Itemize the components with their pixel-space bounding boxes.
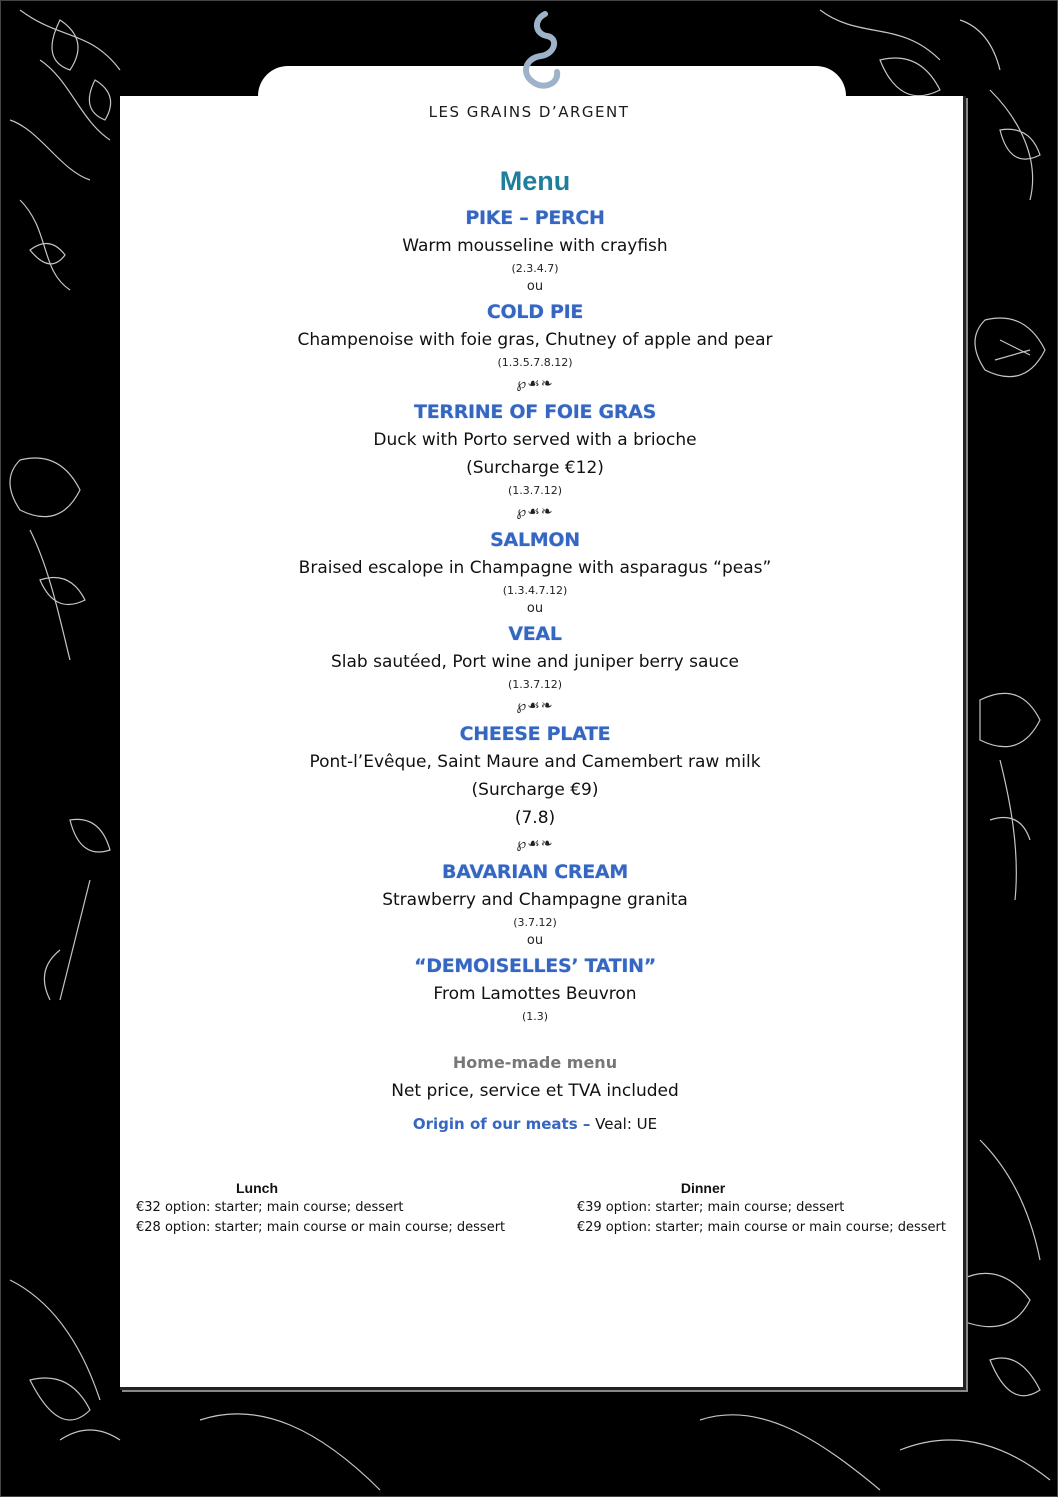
- dinner-option-line: €29 option: starter; main course or main course; dessert: [576, 1220, 946, 1235]
- price-options: [136, 1178, 946, 1238]
- origin-value: Veal: UE: [590, 1115, 658, 1133]
- ornament-separator-icon: ℘☙❧: [516, 376, 554, 392]
- dish-description: Pont-l’Evêque, Saint Maure and Camembert raw milk: [309, 752, 761, 772]
- dish-surcharge: (Surcharge €12): [466, 458, 604, 478]
- dish-allergens: (3.7.12): [513, 916, 557, 929]
- logo-swirl-icon: [515, 10, 565, 96]
- ornament-separator-icon: ℘☙❧: [516, 698, 554, 714]
- lunch-option-line: €28 option: starter; main course or main course; dessert: [136, 1220, 506, 1235]
- ornament-separator-icon: ℘☙❧: [516, 504, 554, 520]
- dish-name: SALMON: [490, 529, 580, 551]
- dish-description: Duck with Porto served with a brioche: [373, 430, 697, 450]
- dinner-heading: Dinner: [680, 1180, 726, 1196]
- lunch-heading: Lunch: [236, 1180, 278, 1196]
- dish-allergens: (1.3.5.7.8.12): [497, 356, 573, 369]
- dish-allergens: (1.3.4.7.12): [502, 584, 568, 597]
- dish-allergens: (2.3.4.7): [511, 262, 559, 275]
- dish-description: Slab sautéed, Port wine and juniper berry sauce: [331, 652, 739, 672]
- dish-description: Strawberry and Champagne granita: [382, 890, 688, 910]
- dish-name: TERRINE OF FOIE GRAS: [414, 401, 656, 423]
- dish-description: Champenoise with foie gras, Chutney of apple and pear: [297, 330, 773, 350]
- ornament-separator-icon: ℘☙❧: [516, 836, 554, 852]
- menu-content: [120, 160, 950, 1138]
- dinner-option-line: €39 option: starter; main course; dessert: [576, 1200, 845, 1215]
- menu-title: Menu: [499, 166, 571, 196]
- dish-name: “DEMOISELLES’ TATIN”: [414, 955, 656, 977]
- meat-origin: [120, 1110, 950, 1138]
- home-made-label: Home-made menu: [452, 1053, 618, 1072]
- or-label: ou: [526, 279, 544, 294]
- origin-label: Origin of our meats –: [412, 1115, 591, 1133]
- dinner-options: [577, 1178, 946, 1238]
- brand-name: LES GRAINS D’ARGENT: [428, 103, 630, 121]
- dish-description: Braised escalope in Champagne with asparagus “peas”: [298, 558, 772, 578]
- dish-name: BAVARIAN CREAM: [442, 861, 628, 883]
- dish-name: PIKE – PERCH: [465, 207, 605, 229]
- lunch-option-line: €32 option: starter; main course; dessert: [136, 1200, 404, 1215]
- dish-description: From Lamottes Beuvron: [433, 984, 637, 1004]
- or-label: ou: [526, 933, 544, 948]
- dish-name: CHEESE PLATE: [459, 723, 611, 745]
- dish-allergens: (1.3): [521, 1010, 549, 1023]
- menu-sections: [120, 205, 950, 1026]
- lunch-options: [136, 1178, 505, 1238]
- dish-name: VEAL: [508, 623, 562, 645]
- dish-description: Warm mousseline with crayfish: [402, 236, 668, 256]
- or-label: ou: [526, 601, 544, 616]
- dish-surcharge: (Surcharge €9): [471, 780, 599, 800]
- dish-allergens: (1.3.7.12): [507, 678, 563, 691]
- dish-allergens: (7.8): [514, 808, 556, 828]
- net-price-text: Net price, service et TVA included: [391, 1081, 679, 1101]
- dish-name: COLD PIE: [486, 301, 584, 323]
- dish-allergens: (1.3.7.12): [507, 484, 563, 497]
